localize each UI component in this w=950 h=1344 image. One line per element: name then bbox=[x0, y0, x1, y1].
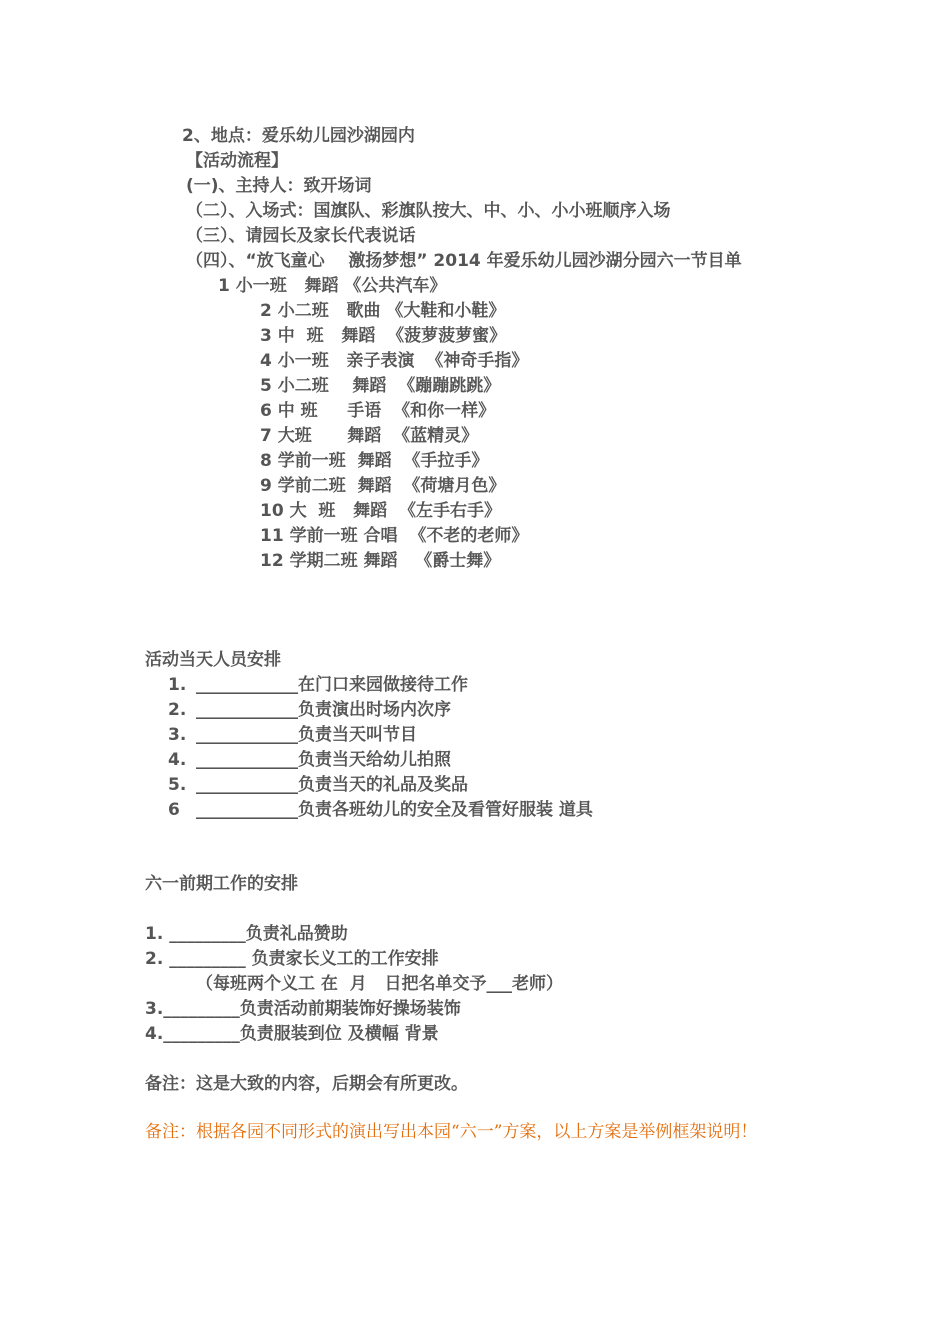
location-line: 2、地点：爱乐幼儿园沙湖园内 bbox=[182, 126, 415, 146]
staff-item-number: 3. bbox=[168, 725, 187, 745]
program-item: 7 大班 舞蹈 《蓝精灵》 bbox=[260, 426, 479, 446]
staff-item bbox=[168, 748, 451, 773]
flow-step-4: （四）、“放飞童心 激扬梦想” 2014 年爱乐幼儿园沙湖分园六一节目单 bbox=[186, 251, 742, 271]
staff-item bbox=[168, 723, 417, 748]
flow-step-3: （三）、请园长及家长代表说话 bbox=[186, 226, 416, 246]
prep-item-note: （每班两个义工 在 月 日把名单交予___老师） bbox=[196, 974, 564, 994]
program-item: 12 学期二班 舞蹈 《爵士舞》 bbox=[260, 551, 501, 571]
flow-heading: 【活动流程】 bbox=[186, 151, 288, 171]
flow-step-1: (一)、主持人：致开场词 bbox=[186, 176, 372, 196]
program-item: 11 学前一班 合唱 《不老的老师》 bbox=[260, 526, 529, 546]
program-item: 8 学前一班 舞蹈 《手拉手》 bbox=[260, 451, 489, 471]
staff-item-number: 4. bbox=[168, 750, 187, 770]
staff-item-text: ____________负责当天给幼儿拍照 bbox=[196, 750, 451, 770]
program-item: 2 小二班 歌曲 《大鞋和小鞋》 bbox=[260, 301, 506, 321]
staff-item bbox=[168, 773, 468, 798]
program-item: 6 中 班 手语 《和你一样》 bbox=[260, 401, 496, 421]
staff-item bbox=[168, 798, 593, 823]
staff-item-number: 6 bbox=[168, 800, 180, 820]
flow-step-2: （二）、入场式：国旗队、彩旗队按大、中、小、小小班顺序入场 bbox=[186, 201, 671, 221]
prep-item: 1. _________负责礼品赞助 bbox=[145, 924, 348, 944]
staff-item-number: 1. bbox=[168, 675, 187, 695]
program-item: 9 学前二班 舞蹈 《荷塘月色》 bbox=[260, 476, 506, 496]
program-item: 5 小二班 舞蹈 《蹦蹦跳跳》 bbox=[260, 376, 501, 396]
remark-note: 备注：这是大致的内容，后期会有所更改。 bbox=[145, 1074, 468, 1094]
staff-item bbox=[168, 673, 468, 698]
prep-item: 3._________负责活动前期装饰好操场装饰 bbox=[145, 999, 461, 1019]
staff-item-text: ____________负责当天叫节目 bbox=[196, 725, 417, 745]
staff-item-text: ____________负责各班幼儿的安全及看管好服装 道具 bbox=[196, 800, 593, 820]
program-item: 1 小一班 舞蹈 《公共汽车》 bbox=[218, 276, 447, 296]
staff-item-text: ____________负责演出时场内次序 bbox=[196, 700, 451, 720]
staff-item bbox=[168, 698, 451, 723]
staff-item-text: ____________负责当天的礼品及奖品 bbox=[196, 775, 468, 795]
program-item: 4 小一班 亲子表演 《神奇手指》 bbox=[260, 351, 529, 371]
remark-note-orange: 备注：根据各园不同形式的演出写出本园“六一”方案，以上方案是举例框架说明！ bbox=[145, 1122, 758, 1142]
prep-item: 4._________负责服装到位 及横幅 背景 bbox=[145, 1024, 439, 1044]
program-item: 10 大 班 舞蹈 《左手右手》 bbox=[260, 501, 502, 521]
staff-heading: 活动当天人员安排 bbox=[145, 650, 281, 670]
prep-item: 2. _________ 负责家长义工的工作安排 bbox=[145, 949, 439, 969]
prep-heading: 六一前期工作的安排 bbox=[145, 874, 298, 894]
staff-item-number: 5. bbox=[168, 775, 187, 795]
staff-item-number: 2. bbox=[168, 700, 187, 720]
staff-item-text: ____________在门口来园做接待工作 bbox=[196, 675, 468, 695]
program-item: 3 中 班 舞蹈 《菠萝菠萝蜜》 bbox=[260, 326, 507, 346]
